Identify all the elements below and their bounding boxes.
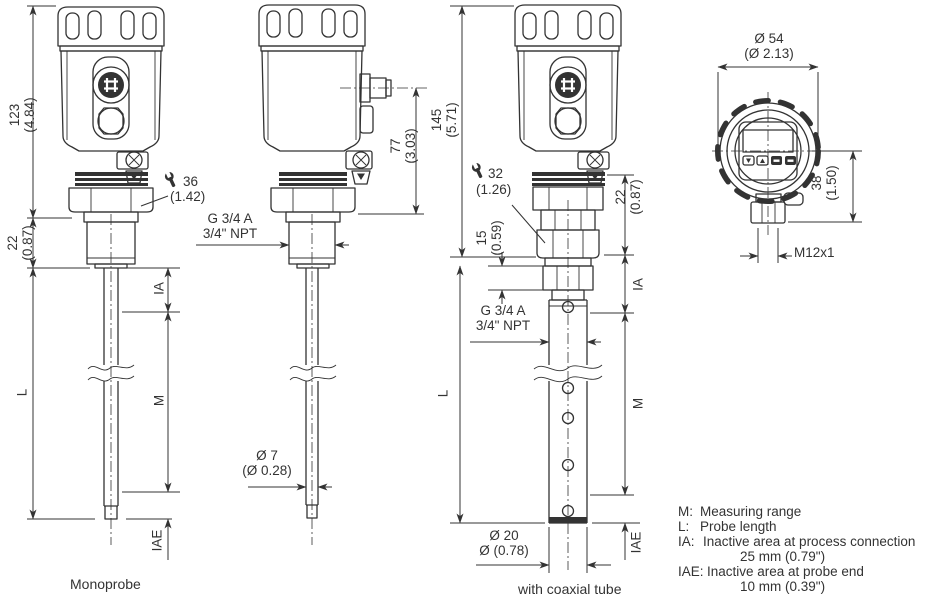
dim-thread-height: 22 (0.87) <box>5 225 35 261</box>
dim-housing-height: 123 (4.84) <box>7 97 37 133</box>
measuring-range-label: M <box>151 394 167 407</box>
dim-probe-diameter: Ø 7 (Ø 0.28) <box>242 448 292 478</box>
dim-wrench-size: 32 <box>488 166 504 181</box>
dim-thread-height: 22 (0.87) <box>613 179 643 215</box>
dim-connector-height: 77 (3.03) <box>388 128 418 164</box>
legend-text: Measuring range <box>700 504 802 519</box>
inactive-area-label: IA <box>630 278 646 291</box>
front-view <box>712 67 862 263</box>
legend-key: IAE: <box>678 564 704 579</box>
dim-wrench-size-inch: (1.42) <box>170 189 206 204</box>
dim-total-height: 145 (5.71) <box>429 102 459 138</box>
legend-value: 10 mm (0.39") <box>740 579 826 594</box>
wrench-icon <box>470 161 485 180</box>
dim-lower-height: 38 (1.50) <box>809 165 839 201</box>
dim-connector-thread: M12x1 <box>794 245 835 260</box>
probe-length-label: L <box>14 388 30 397</box>
legend-key: L: <box>678 519 690 534</box>
thread-spec-label: G 3/4 A 3/4" NPT <box>202 211 258 241</box>
view-caption-monoprobe: Monoprobe <box>70 576 141 592</box>
thread-spec-label: G 3/4 A 3/4" NPT <box>475 303 531 333</box>
probe-length-label: L <box>435 389 451 398</box>
dim-collar-height: 15 (0.59) <box>474 220 504 256</box>
legend-text: Inactive area at probe end <box>707 564 864 579</box>
dim-wrench-size: 36 <box>183 174 199 189</box>
view-caption-coaxial: with coaxial tube <box>518 581 622 597</box>
legend-value: 25 mm (0.79") <box>740 549 826 564</box>
legend-key: M: <box>678 504 693 519</box>
legend-text: Probe length <box>700 519 777 534</box>
wrench-icon <box>163 170 178 189</box>
legend-key: IA: <box>678 534 695 549</box>
inactive-end-label: IAE <box>628 531 644 554</box>
dim-housing-diameter: Ø 54 (Ø 2.13) <box>744 31 794 61</box>
dim-wrench-size-inch: (1.26) <box>476 182 512 197</box>
legend-text: Inactive area at process connection <box>703 534 916 549</box>
dim-tube-diameter: Ø 20 Ø (0.78) <box>479 528 529 558</box>
inactive-area-label: IA <box>151 282 167 295</box>
measuring-range-label: M <box>630 397 646 410</box>
inactive-end-label: IAE <box>149 529 165 552</box>
coaxial-view <box>450 5 640 573</box>
